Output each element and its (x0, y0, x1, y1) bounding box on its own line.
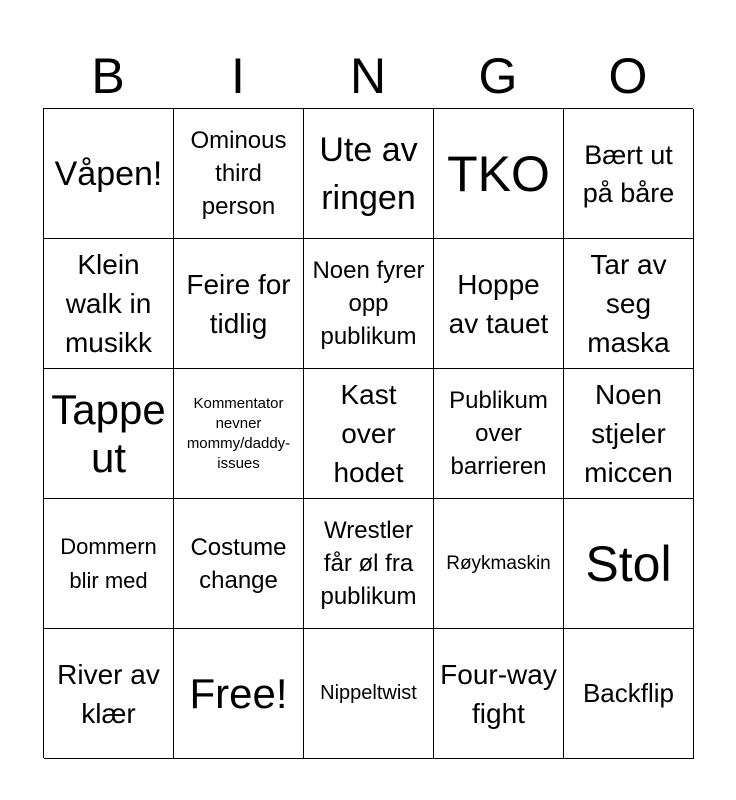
cell-text: Dommern blir med (60, 533, 157, 593)
bingo-cell[interactable] (44, 629, 174, 759)
cell-text: Kommentator nevner mommy/daddy-issues (186, 394, 291, 472)
bingo-cell[interactable] (434, 629, 564, 759)
bingo-cell[interactable] (174, 109, 304, 239)
bingo-header (43, 44, 693, 108)
cell-text: Tar av seg maska (587, 249, 670, 358)
bingo-cell[interactable] (44, 499, 174, 629)
bingo-cell[interactable] (564, 369, 694, 499)
cell-text: Røykmaskin (446, 552, 551, 574)
header-letter-i: I (231, 48, 245, 104)
bingo-cell[interactable] (564, 239, 694, 369)
bingo-cell[interactable] (434, 499, 564, 629)
cell-text: Kast over hodet (333, 379, 404, 488)
bingo-cell[interactable] (304, 499, 434, 629)
bingo-cell[interactable] (434, 369, 564, 499)
bingo-cell[interactable] (304, 239, 434, 369)
cell-text: Backflip (582, 678, 675, 708)
cell-text: Tappe ut (51, 385, 166, 481)
cell-text: Four-way fight (440, 658, 557, 729)
bingo-cell[interactable] (434, 109, 564, 239)
bingo-cell[interactable] (564, 499, 694, 629)
bingo-cell[interactable] (174, 369, 304, 499)
bingo-cell[interactable] (174, 629, 304, 759)
cell-text: Bært ut på båre (582, 139, 675, 208)
cell-text: Noen fyrer opp publikum (312, 257, 425, 350)
cell-text: Ute av ringen (319, 130, 418, 217)
cell-text: Klein walk in musikk (64, 249, 153, 358)
cell-text: Feire for tidlig (186, 268, 291, 339)
bingo-cell[interactable] (434, 239, 564, 369)
cell-text: Våpen! (54, 154, 163, 193)
cell-text: Stol (585, 535, 672, 592)
header-letter-n: N (349, 48, 387, 104)
bingo-cell[interactable] (564, 629, 694, 759)
bingo-cell[interactable] (44, 369, 174, 499)
bingo-cell[interactable] (44, 109, 174, 239)
cell-text: Wrestler får øl fra publikum (320, 517, 417, 610)
bingo-cell[interactable] (304, 629, 434, 759)
bingo-cell[interactable] (174, 499, 304, 629)
cell-text: TKO (447, 145, 550, 202)
cell-text: Costume change (190, 533, 287, 594)
header-letter-g: G (478, 48, 518, 104)
cell-text: Publikum over barrieren (449, 387, 548, 480)
bingo-card (43, 108, 693, 758)
header-letter-o: O (608, 48, 648, 104)
cell-text: Noen stjeler miccen (584, 379, 673, 488)
bingo-cell[interactable] (564, 109, 694, 239)
cell-text: Hoppe av tauet (448, 268, 549, 339)
cell-text: Free! (189, 669, 288, 717)
header-letter-b: B (91, 48, 125, 104)
cell-text: Ominous third person (190, 127, 287, 220)
cell-text: Nippeltwist (320, 682, 417, 704)
bingo-cell[interactable] (44, 239, 174, 369)
bingo-cell[interactable] (304, 369, 434, 499)
cell-text: River av klær (57, 658, 160, 729)
bingo-cell[interactable] (174, 239, 304, 369)
bingo-cell[interactable] (304, 109, 434, 239)
